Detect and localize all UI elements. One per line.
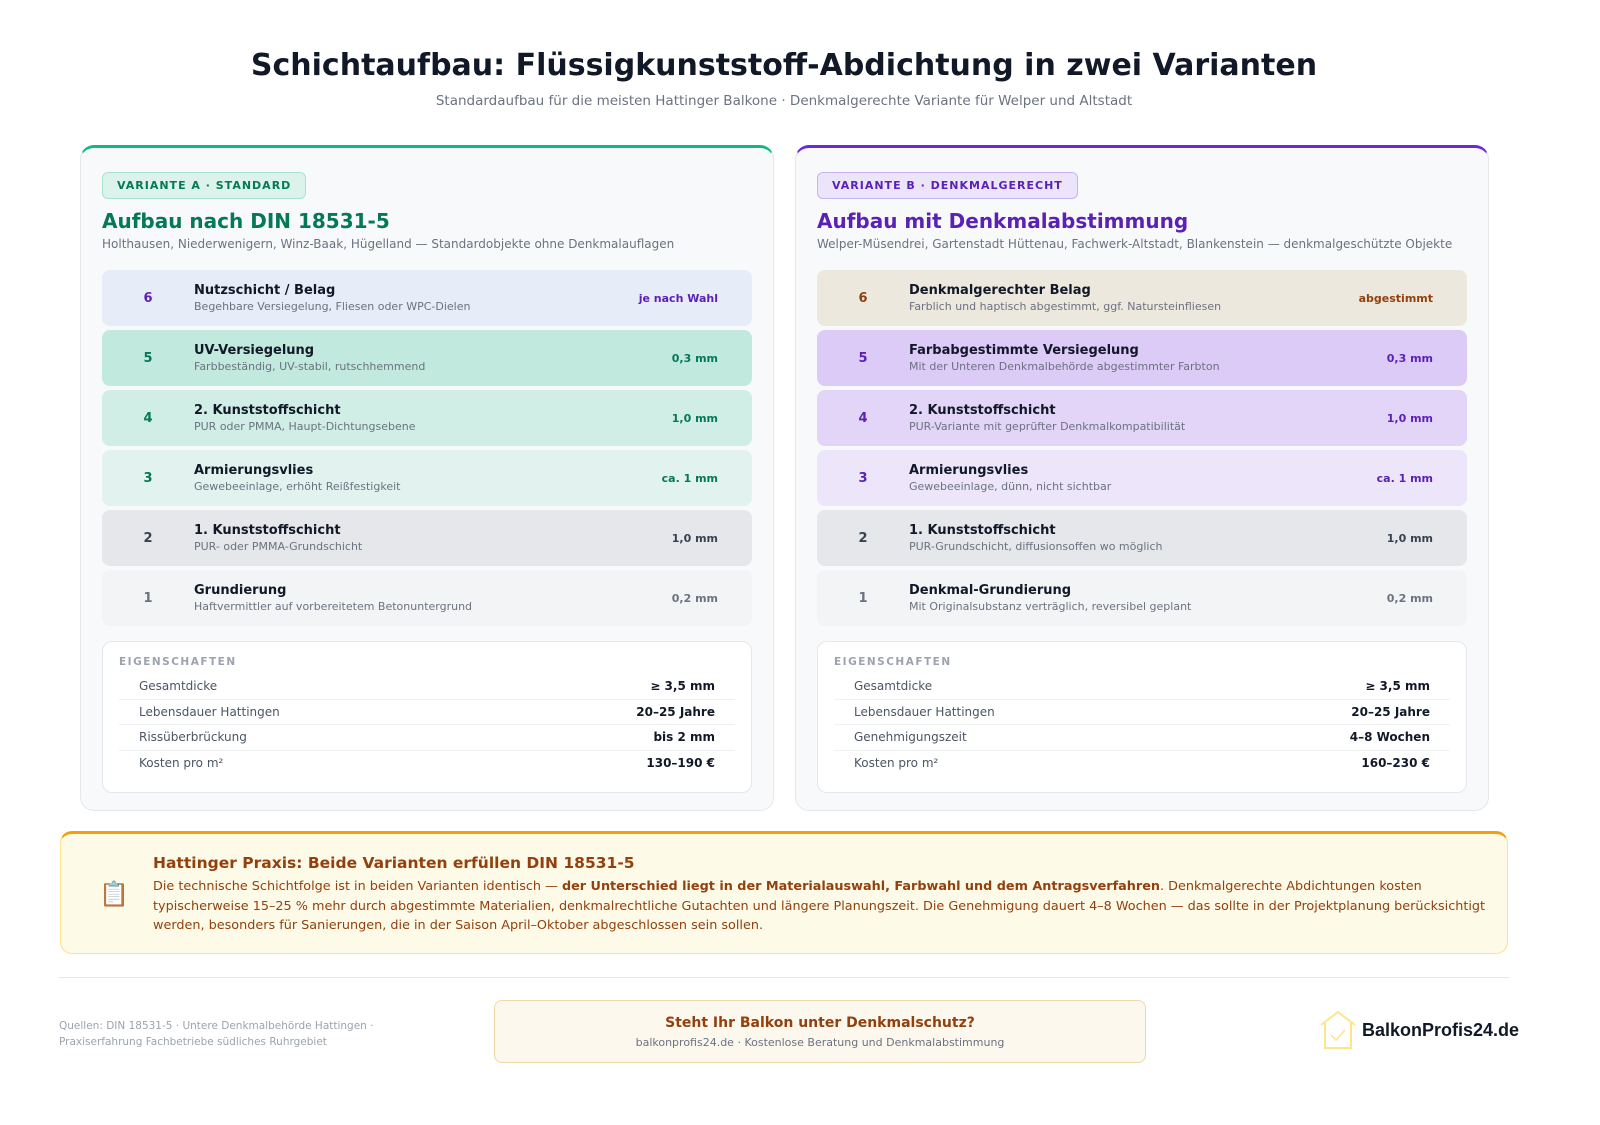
cta-subtitle: balkonprofis24.de · Kostenlose Beratung und Denkmalabstimmung [635, 1036, 1005, 1049]
property-value: 20–25 Jahre [636, 704, 715, 719]
house-check-icon [1318, 1010, 1358, 1050]
layer-thickness: je nach Wahl [638, 291, 718, 305]
layer-title: Denkmal-Grundierung [909, 583, 1072, 598]
cta-box[interactable] [494, 1000, 1146, 1063]
layer-title: Farbabgestimmte Versiegelung [909, 343, 1139, 358]
layer-thickness: abgestimmt [1358, 291, 1433, 305]
property-row [834, 674, 1450, 700]
layer-number: 4 [858, 410, 868, 426]
layer-number: 5 [143, 350, 153, 366]
layer-number: 6 [858, 290, 868, 306]
layer-number: 1 [143, 590, 153, 606]
property-value: 4–8 Wochen [1349, 730, 1430, 745]
sources: Quellen: DIN 18531-5 · Untere Denkmalbehörde Hattingen · Praxiserfahrung Fachbetriebe südliches Ruhrgebiet [59, 1020, 374, 1048]
page-subtitle: Standardaufbau für die meisten Hattinger Balkone · Denkmalgerechte Variante für Welper und Altstadt [435, 93, 1133, 109]
layer-subtitle: Begehbare Versiegelung, Fliesen oder WPC-Dielen [194, 300, 471, 313]
info-callout [60, 831, 1508, 954]
property-key: Genehmigungszeit [854, 730, 967, 745]
property-row [834, 725, 1450, 751]
property-value: ≥ 3,5 mm [650, 679, 715, 694]
property-value: 130–190 € [646, 756, 715, 771]
callout-text [153, 877, 1488, 936]
layer-title: 1. Kunststoffschicht [909, 523, 1056, 538]
layer-stack [817, 270, 1467, 626]
layer-row [102, 510, 752, 566]
properties-label: EIGENSCHAFTEN [119, 656, 237, 668]
variant-a-card [80, 145, 774, 811]
layer-thickness: 0,3 mm [671, 351, 718, 365]
variant-description: Welper-Müsendrei, Gartenstadt Hüttenau, Fachwerk-Altstadt, Blankenstein — denkmalgeschützte Objekte [817, 237, 1453, 251]
layer-thickness: 0,2 mm [1386, 591, 1433, 605]
layer-number: 3 [143, 470, 153, 486]
layer-subtitle: PUR-Variante mit geprüfter Denkmalkompatibilität [909, 420, 1186, 433]
layer-subtitle: Farbbeständig, UV-stabil, rutschhemmend [194, 360, 426, 373]
layer-thickness: 0,2 mm [671, 591, 718, 605]
layer-subtitle: Farblich und haptisch abgestimmt, ggf. Natursteinfliesen [909, 300, 1222, 313]
callout-text-pre: Die technische Schichtfolge ist in beiden Varianten identisch — [153, 879, 562, 894]
layer-number: 2 [143, 530, 153, 546]
layer-number: 5 [858, 350, 868, 366]
layer-subtitle: Mit Originalsubstanz verträglich, reversibel geplant [909, 600, 1192, 613]
property-key: Kosten pro m² [854, 756, 939, 771]
layer-title: 2. Kunststoffschicht [909, 403, 1056, 418]
callout-text-post: . Denkmalgerechte Abdichtungen kosten typischerweise 15–25 % mehr durch abgestimmte Materialien, denkmalrechtliche Gutachten und längere Planungszeit. Die Genehmigung dauert 4–8 Wochen — das sollte in der Projektplanung berücksichtigt werden, besonders für Sanierungen, die in der Saison April–Oktober abgeschlossen sein sollen. [153, 879, 1486, 933]
cta-title[interactable]: Steht Ihr Balkon unter Denkmalschutz? [665, 1015, 975, 1031]
layer-subtitle: PUR oder PMMA, Haupt-Dichtungsebene [194, 420, 416, 433]
property-row [119, 700, 735, 726]
variant-badge: VARIANTE A · STANDARD [102, 172, 306, 199]
layer-title: Armierungsvlies [909, 463, 1029, 478]
layer-subtitle: Mit der Unteren Denkmalbehörde abgestimmter Farbton [909, 360, 1220, 373]
property-row [119, 674, 735, 700]
property-value: ≥ 3,5 mm [1365, 679, 1430, 694]
layer-number: 2 [858, 530, 868, 546]
layer-subtitle: PUR-Grundschicht, diffusionsoffen wo möglich [909, 540, 1163, 553]
property-row [834, 700, 1450, 726]
page-title: Schichtaufbau: Flüssigkunststoff-Abdichtung in zwei Varianten [250, 48, 1318, 83]
layer-thickness: 1,0 mm [1386, 531, 1433, 545]
layer-number: 3 [858, 470, 868, 486]
variant-b-card [795, 145, 1489, 811]
layer-subtitle: Gewebeeinlage, dünn, nicht sichtbar [909, 480, 1112, 493]
property-key: Kosten pro m² [139, 756, 224, 771]
divider [59, 977, 1509, 978]
properties-label: EIGENSCHAFTEN [834, 656, 952, 668]
layer-row [817, 570, 1467, 626]
layer-row [817, 270, 1467, 326]
layer-subtitle: Haftvermittler auf vorbereitetem Betonuntergrund [194, 600, 473, 613]
variant-description: Holthausen, Niederwenigern, Winz-Baak, Hügelland — Standardobjekte ohne Denkmalauflagen [102, 237, 675, 251]
property-row [834, 751, 1450, 777]
properties-box [102, 641, 752, 793]
layer-row [817, 450, 1467, 506]
property-key: Gesamtdicke [854, 679, 933, 694]
layer-number: 1 [858, 590, 868, 606]
layer-thickness: 1,0 mm [1386, 411, 1433, 425]
layer-subtitle: Gewebeeinlage, erhöht Reißfestigkeit [194, 480, 401, 493]
layer-row [102, 450, 752, 506]
clipboard-icon: 📋 [99, 880, 129, 908]
layer-title: Nutzschicht / Belag [194, 283, 336, 298]
callout-text-bold: der Unterschied liegt in der Materialauswahl, Farbwahl und dem Antragsverfahren [561, 879, 1160, 894]
layer-thickness: 1,0 mm [671, 411, 718, 425]
logo-text: BalkonProfis24.de [1362, 1019, 1520, 1040]
layer-title: 1. Kunststoffschicht [194, 523, 341, 538]
callout-title: Hattinger Praxis: Beide Varianten erfüllen DIN 18531-5 [153, 854, 635, 872]
layer-row [817, 330, 1467, 386]
layer-stack [102, 270, 752, 626]
property-value: bis 2 mm [653, 730, 715, 745]
properties-box [817, 641, 1467, 793]
layer-thickness: ca. 1 mm [1376, 471, 1433, 485]
property-key: Lebensdauer Hattingen [139, 704, 280, 719]
property-value: 160–230 € [1361, 756, 1430, 771]
layer-row [102, 570, 752, 626]
property-key: Gesamtdicke [139, 679, 218, 694]
layer-thickness: ca. 1 mm [661, 471, 718, 485]
layer-number: 6 [143, 290, 153, 306]
property-key: Rissüberbrückung [139, 730, 247, 745]
property-key: Lebensdauer Hattingen [854, 704, 995, 719]
layer-row [102, 270, 752, 326]
variant-title: Aufbau mit Denkmalabstimmung [817, 209, 1189, 233]
variant-title: Aufbau nach DIN 18531-5 [102, 209, 390, 233]
variant-badge: VARIANTE B · DENKMALGERECHT [817, 172, 1078, 199]
property-value: 20–25 Jahre [1351, 704, 1430, 719]
layer-title: Grundierung [194, 583, 287, 598]
property-row [119, 725, 735, 751]
layer-row [817, 510, 1467, 566]
layer-number: 4 [143, 410, 153, 426]
layer-row [102, 330, 752, 386]
logo[interactable] [1318, 1010, 1519, 1050]
layer-title: 2. Kunststoffschicht [194, 403, 341, 418]
layer-subtitle: PUR- oder PMMA-Grundschicht [194, 540, 363, 553]
layer-row [102, 390, 752, 446]
layer-thickness: 1,0 mm [671, 531, 718, 545]
layer-thickness: 0,3 mm [1386, 351, 1433, 365]
layer-title: Denkmalgerechter Belag [909, 283, 1091, 298]
layer-title: UV-Versiegelung [194, 343, 315, 358]
layer-title: Armierungsvlies [194, 463, 314, 478]
layer-row [817, 390, 1467, 446]
property-row [119, 751, 735, 777]
